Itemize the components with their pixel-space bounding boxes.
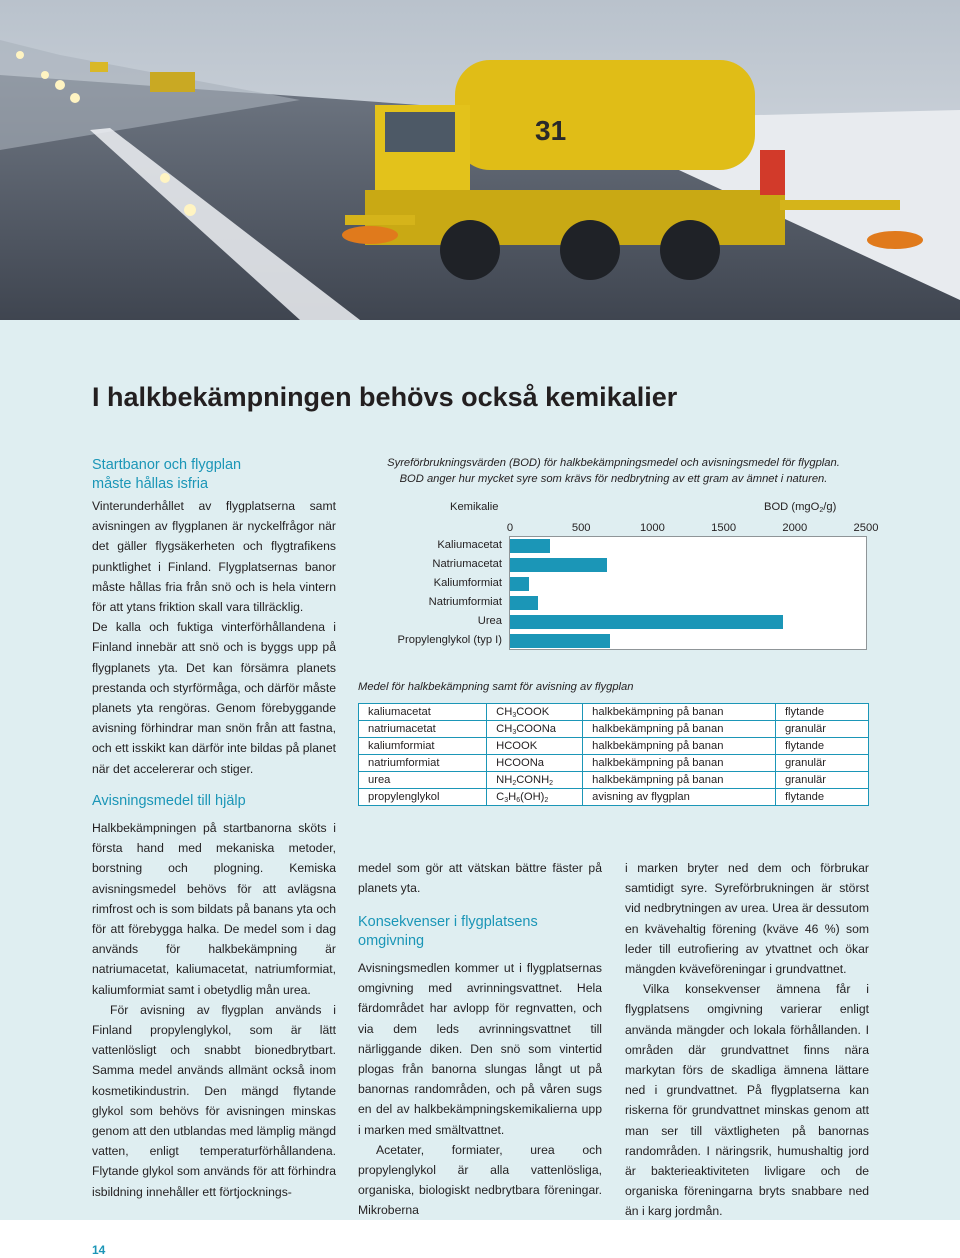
paragraph: Acetater, formiater, urea och propylenglykol är alla vattenlösliga, organiska, biologiskt nedbrytbara föreningar. Mikroberna (358, 1142, 602, 1218)
chart-bar (510, 596, 538, 610)
paragraph: För avisning av flygplan används i Finland propylenglykol, som är lätt vattenlösligt och snabbt bionedbrytbart. Samma medel används allmänt också inom kosmetikindustrin. Den mängd flytande glykol som behövs för avisningen minskas genom att den utblandas med lämplig mängd vatten, enligt temperaturförhållandena. Flytande glykol som används för att förhindra isbildning innehåller ett förtjocknings- (92, 1002, 336, 1199)
table-cell-name: kaliumacetat (359, 704, 487, 721)
table-cell-formula (487, 772, 583, 789)
formula-part: COONa (516, 722, 557, 735)
chemicals-table (358, 703, 869, 806)
chart-category-label: Kaliumformiat (433, 577, 502, 589)
formula-part: NH (496, 773, 513, 786)
formula-part: 3 (512, 711, 517, 719)
table-cell-name: natriumacetat (359, 721, 487, 738)
chart-tick-label: 0 (506, 522, 514, 534)
table-cell-formula (487, 738, 583, 755)
formula-part: 3 (512, 728, 517, 736)
table-row (359, 772, 869, 789)
table-cell-name: urea (359, 772, 487, 789)
chart-category-label: Kaliumacetat (437, 539, 502, 551)
table-cell-formula (487, 721, 583, 738)
chart-plot-area (509, 536, 867, 650)
page-number: 14 (92, 1243, 106, 1257)
table-cell-formula (487, 789, 583, 806)
formula-part: CH (496, 722, 513, 735)
chart-bar (510, 577, 529, 591)
formula-part: H (508, 790, 517, 803)
paragraph: Vilka konsekvenser ämnena får i flygplatsens omgivning varierar enligt använda mängder och lokala förhållanden. I områden där grundvattnet finns nära markytan förs de skadliga ämnena lättare ned i grundvattnet. På flygplatserna kan riskerna för grundvattnet minskas genom att man ser till växtligheten på banornas randområden. I näringsrik, humushaltig jord är bakterieaktiviteten livligare och de organiska föreningarna bryts snabbare ned än i karg jordmån. (625, 982, 869, 1219)
chart-bar (510, 539, 550, 553)
formula-part: 3 (504, 796, 509, 804)
table-cell-name: propylenglykol (359, 789, 487, 806)
column-2-text (358, 858, 602, 898)
formula-part: 6 (516, 796, 521, 804)
column-1-text (92, 496, 336, 779)
formula-part: HCOOK (496, 740, 538, 752)
table-row (359, 704, 869, 721)
table-cell-name: kaliumformiat (359, 738, 487, 755)
chart-bar (510, 615, 783, 629)
table-cell-form: granulär (775, 721, 868, 738)
chart-tick-label: 2000 (782, 522, 808, 534)
section-heading-konsekvenser: Konsekvenser i flygplatsens omgivning (358, 914, 538, 949)
table-row (359, 721, 869, 738)
column-3-text (625, 858, 869, 1222)
chart-bar (510, 558, 607, 572)
table-cell-use: halkbekämpning på banan (583, 721, 776, 738)
paragraph: Vinterunderhållet av flygplatserna samt avisningen av flygplanen är nyckelfrågor när det gäller flygsäkerheten och flygtrafikens punktlighet i Finland. Flygplatsernas banor måste hållas fria från snö och is hela vintern för att ytans friktion skall vara tillräcklig. (92, 499, 336, 615)
table-row (359, 738, 869, 755)
chart-category-label: Natriumacetat (432, 558, 502, 570)
table-cell-use: halkbekämpning på banan (583, 738, 776, 755)
page-title: I halkbekämpningen behövs också kemikalier (92, 382, 678, 412)
axis-label-post: /g) (823, 501, 837, 513)
chart-tick-label: 1000 (639, 522, 665, 534)
table-caption: Medel för halkbekämpning samt för avisning av flygplan (358, 681, 634, 693)
table-cell-form: flytande (775, 789, 868, 806)
paragraph: i marken bryter ned dem och förbrukar samtidigt syre. Syreförbrukningen är störst vid nedbrytningen av urea. Urea är dessutom en kvävehaltig förening (kväve 46 %) som leder till eutrofiering av ytvattnet och ökar mängden kväveföreningar i grundvattnet. (625, 861, 869, 977)
table-row (359, 755, 869, 772)
chart-title-line-1: Syreförbrukningsvärden (BOD) för halkbekämpningsmedel och avisningsmedel för flygplan. (387, 457, 840, 469)
formula-part: COOK (516, 705, 550, 718)
axis-label-pre: BOD (mgO (764, 501, 820, 513)
chart-tick-label: 500 (571, 522, 591, 534)
chart-category-label: Propylenglykol (typ I) (397, 634, 502, 646)
table-cell-use: halkbekämpning på banan (583, 772, 776, 789)
chart-axis-label (764, 501, 836, 514)
axis-label-sub: 2 (819, 507, 824, 514)
paragraph: medel som gör att vätskan bättre fäster på planets yta. (358, 861, 602, 896)
table-cell-use: halkbekämpning på banan (583, 704, 776, 721)
formula-part: (OH) (520, 790, 545, 803)
table-cell-use: halkbekämpning på banan (583, 755, 776, 772)
chart-title-line-2: BOD anger hur mycket syre som krävs för nedbrytning av ett gram av ämnet i naturen. (399, 473, 828, 485)
column-1-text-lower (92, 818, 336, 1202)
paragraph: De kalla och fuktiga vinterförhållandena i Finland innebär att snö och is byggs upp på flygplanets yta. Det kan försämra planets prestanda och styrförmåga, och därför måste planets yta rengöras. Genom förebyggande avisning förhindrar man snön från att fastna, och ett isskikt kan därför inte bildas på planet när det accelererar och stiger. (92, 620, 336, 776)
table-cell-formula (487, 755, 583, 772)
table-cell-use: avisning av flygplan (583, 789, 776, 806)
chart-category-label: Natriumformiat (428, 596, 502, 608)
truck-number: 31 (535, 115, 567, 146)
table-cell-form: granulär (775, 772, 868, 789)
section-heading-startbanor: Startbanor och flygplan måste hållas isfria (92, 457, 242, 492)
table-cell-form: flytande (775, 738, 868, 755)
chart-category-header: Kemikalie (450, 501, 499, 513)
formula-part: 2 (549, 779, 554, 787)
formula-part: C (496, 790, 505, 803)
chart-tick-label: 1500 (711, 522, 737, 534)
table-cell-form: granulär (775, 755, 868, 772)
formula-part: 2 (544, 796, 549, 804)
chart-tick-label: 2500 (853, 522, 879, 534)
formula-part: 2 (512, 779, 517, 787)
chart-bar (510, 634, 610, 648)
paragraph: Halkbekämpningen på startbanorna sköts i första hand med mekaniska metoder, borstning och plogning. Kemiska avisningsmedel behövs för att avlägsna rimfrost och is som bildats på banans yta och för att förebygga halka. De medel som i dag används för halkbekämpning är natriumacetat, kaliumacetat, natriumformiat, kaliumformiat samt i obetydlig mån urea. (92, 821, 336, 997)
column-2-text-lower (358, 958, 602, 1221)
table-cell-name: natriumformiat (359, 755, 487, 772)
chart-category-label: Urea (477, 615, 502, 627)
table-row (359, 789, 869, 806)
hero-photo-deicing-truck (0, 0, 960, 320)
formula-part: HCOONa (496, 757, 545, 769)
table-cell-formula (487, 704, 583, 721)
section-heading-avisningsmedel: Avisningsmedel till hjälp (92, 793, 246, 809)
table-cell-form: flytande (775, 704, 868, 721)
paragraph: Avisningsmedlen kommer ut i flygplatsernas omgivning med avrinningsvattnet. Hela färdområdet har avlopp för regnvatten, och via dem leds avrinningsvattnet till närliggande diken. Den snö som vintertid plogas från banorna slungas långt ut på banornas randområden, och på våren sugs en del av halkbekämpningskemikalierna upp i marken med smältvattnet. (358, 961, 602, 1137)
formula-part: CH (496, 705, 513, 718)
formula-part: CONH (516, 773, 550, 786)
